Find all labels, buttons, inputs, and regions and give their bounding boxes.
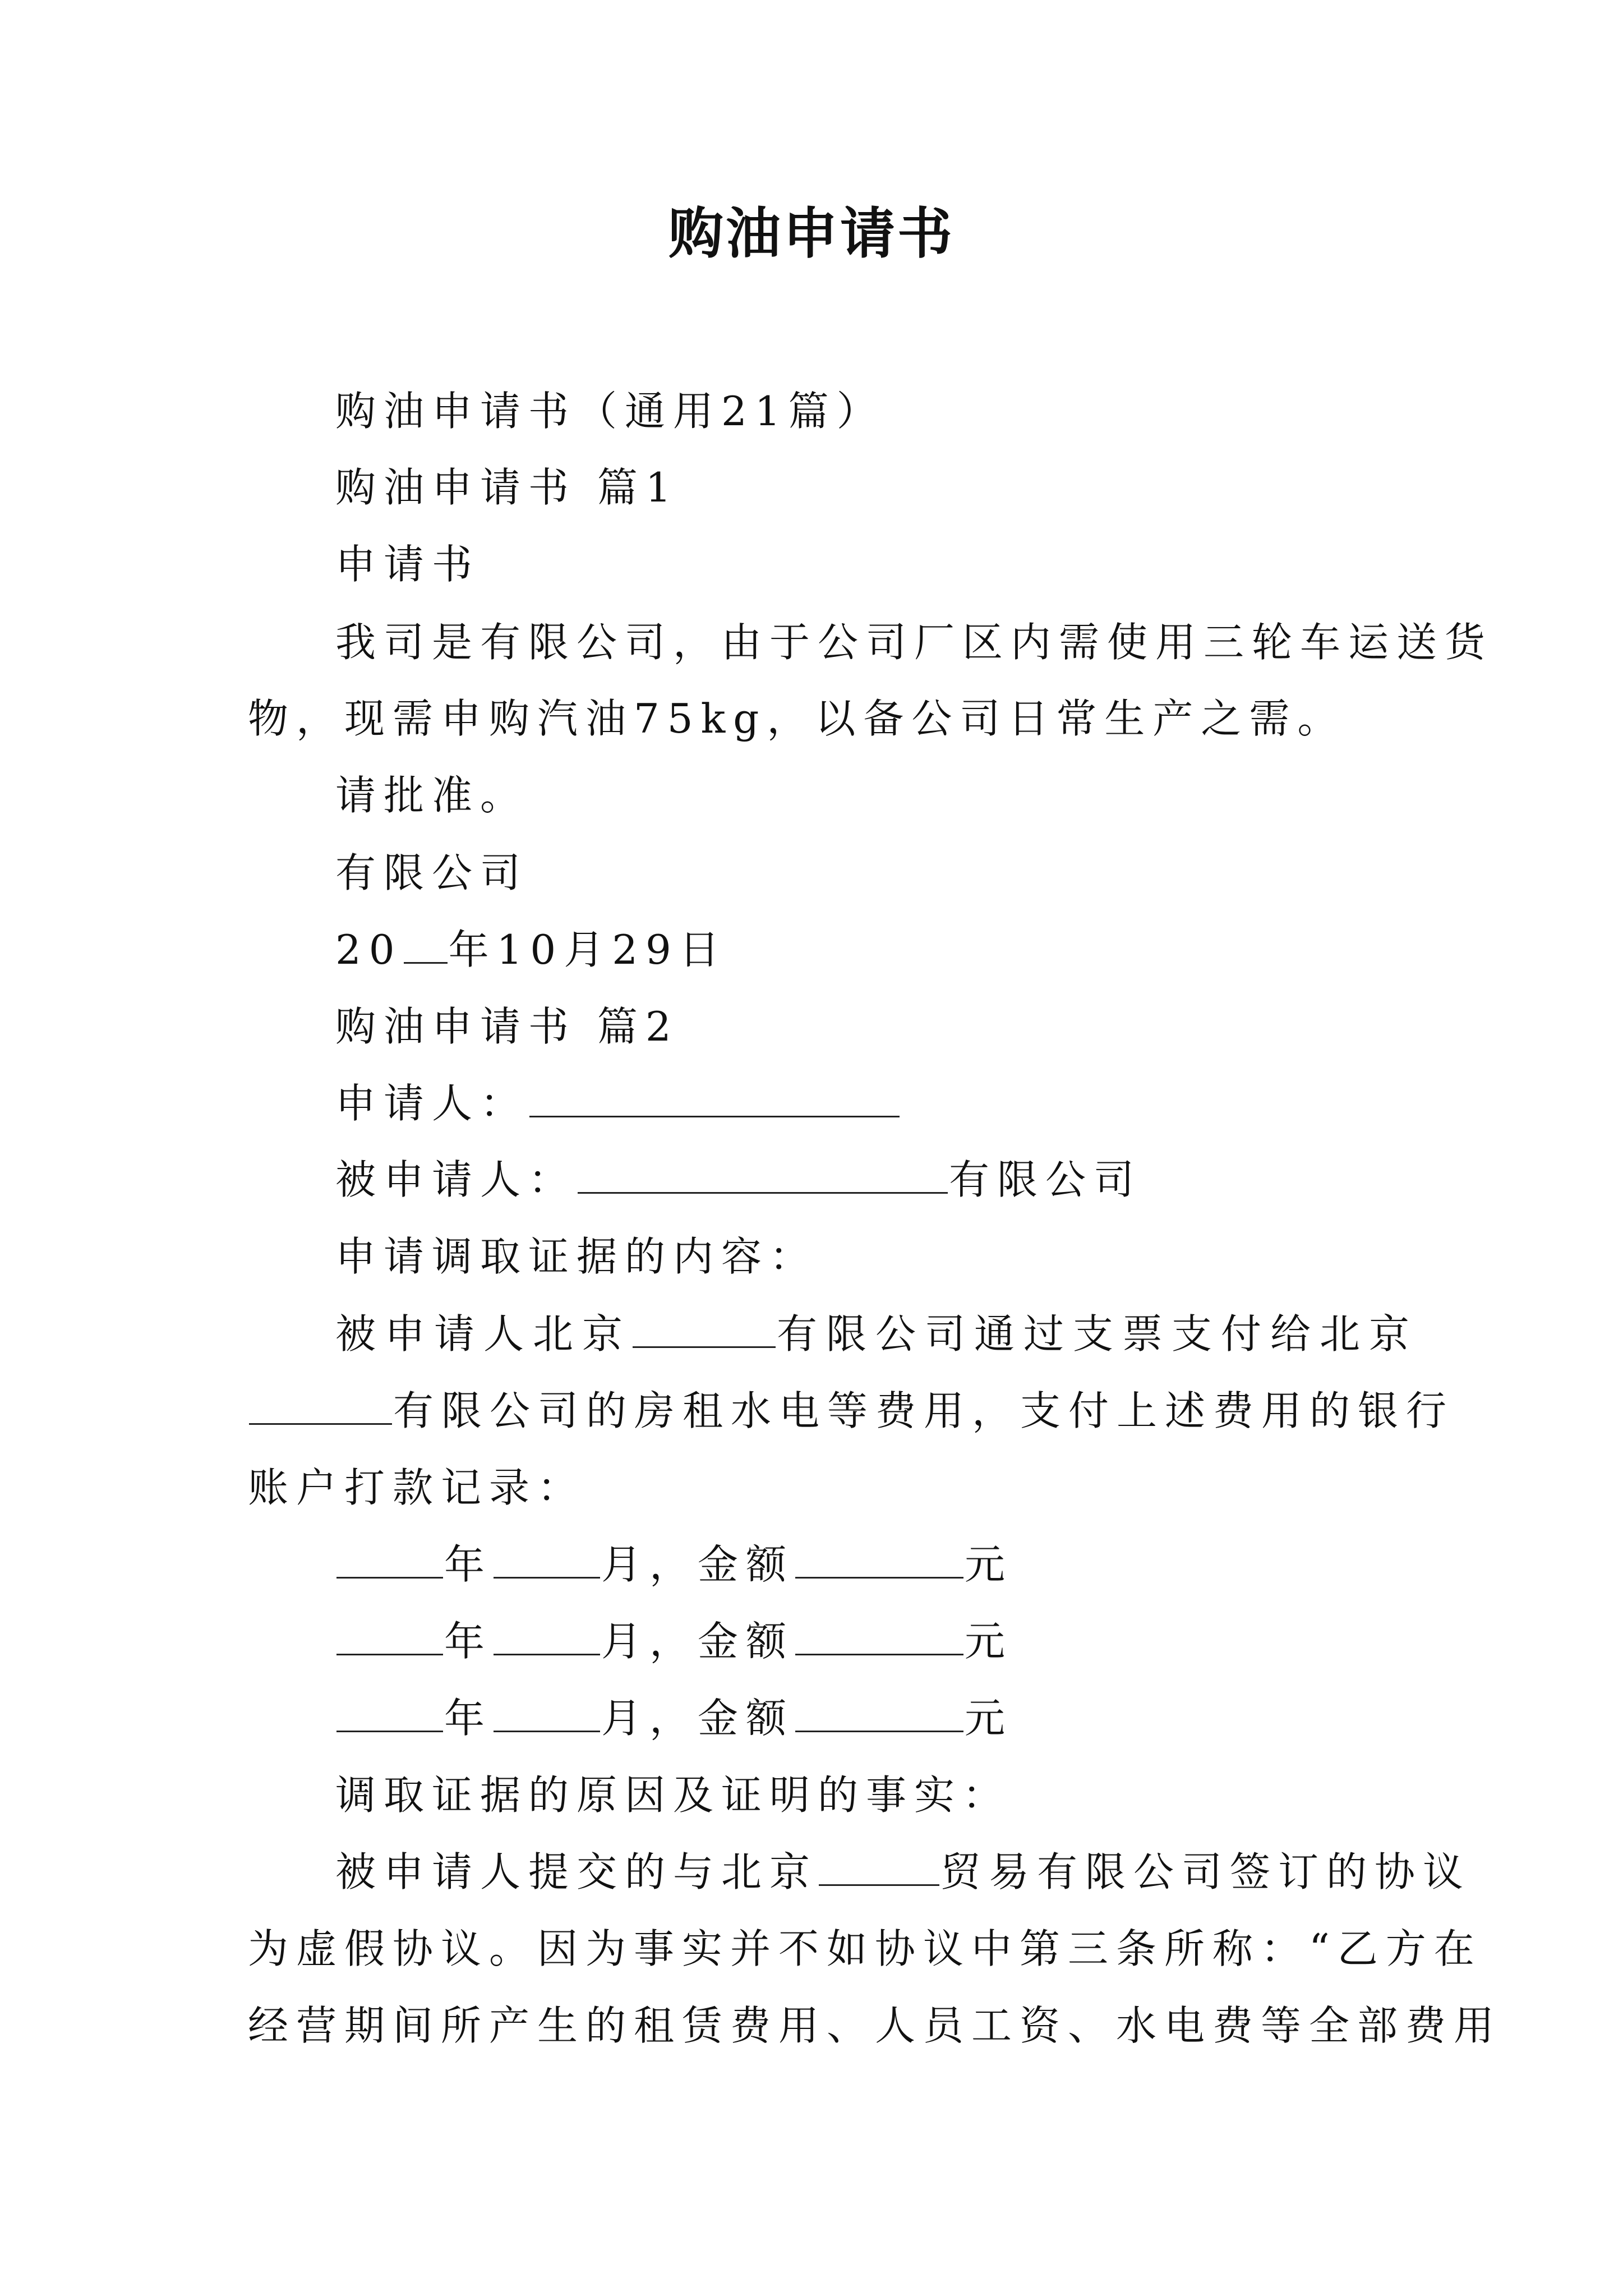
part1-body-line2: 物，现需申购汽油75kg，以备公司日常生产之需。 (248, 695, 1346, 742)
payment-amount-blank (795, 1540, 963, 1579)
payment-row (335, 1691, 1013, 1745)
payment-row (335, 1614, 1013, 1668)
reason-label: 调取证据的原因及证明的事实： (335, 1772, 1011, 1819)
payment-amount-blank (795, 1694, 963, 1732)
payment-year-label: 年 (444, 1618, 493, 1665)
reason-line2: 为虚假协议。因为事实并不如协议中第三条所称：“乙方在 (248, 1925, 1482, 1972)
part1-request: 请批准。 (335, 772, 529, 819)
payment-month-blank (494, 1540, 600, 1579)
evidence-b: 有限公司通过支票支付给北京 (777, 1310, 1419, 1358)
evidence-line3: 账户打款记录： (248, 1464, 586, 1511)
payment-year-label: 年 (444, 1695, 493, 1742)
payment-unit: 元 (965, 1618, 1013, 1665)
intro-line: 购油申请书（通用21篇） (335, 388, 885, 435)
date-suffix: 年10月29日 (448, 926, 727, 973)
year-blank (404, 925, 448, 964)
payment-month-blank (494, 1694, 600, 1732)
payment-unit: 元 (965, 1695, 1013, 1742)
reason-line3: 经营期间所产生的租赁费用、人员工资、水电费等全部费用 (248, 2002, 1502, 2049)
applicant-label: 申请人： (335, 1080, 529, 1127)
payment-month-blank (494, 1617, 600, 1655)
reason-line1 (335, 1845, 1471, 1899)
reason-a: 被申请人提交的与北京 (335, 1848, 818, 1895)
content-label: 申请调取证据的内容： (335, 1233, 818, 1280)
respondent-line (335, 1153, 1142, 1207)
evidence-line2 (248, 1384, 1454, 1438)
payment-year-label: 年 (444, 1541, 493, 1588)
evidence-blank-1 (633, 1309, 776, 1348)
payment-year-blank (336, 1694, 443, 1732)
part1-date (335, 923, 727, 977)
document-title: 购油申请书 (668, 202, 955, 266)
date-prefix: 20 (335, 926, 403, 973)
payment-amount-blank (795, 1617, 963, 1655)
evidence-a: 被申请人北京 (335, 1310, 632, 1358)
reason-blank (819, 1847, 939, 1886)
part1-company: 有限公司 (335, 849, 529, 896)
payment-row (335, 1538, 1013, 1591)
payment-month-label: 月，金额 (601, 1541, 795, 1588)
part1-subheading: 申请书 (335, 541, 481, 588)
part1-heading: 购油申请书 篇1 (335, 464, 679, 511)
respondent-blank (578, 1155, 948, 1194)
evidence-c: 有限公司的房租水电等费用，支付上述费用的银行 (393, 1387, 1455, 1434)
payment-unit: 元 (965, 1541, 1013, 1588)
respondent-suffix: 有限公司 (949, 1156, 1142, 1203)
evidence-line1 (335, 1307, 1418, 1361)
payment-month-label: 月，金额 (601, 1618, 795, 1665)
respondent-label: 被申请人： (335, 1156, 577, 1203)
payment-year-blank (336, 1540, 443, 1579)
evidence-blank-2 (249, 1386, 392, 1425)
applicant-line (335, 1076, 901, 1130)
payment-year-blank (336, 1617, 443, 1655)
part1-body-line1: 我司是有限公司，由于公司厂区内需使用三轮车运送货 (335, 619, 1493, 666)
part2-heading: 购油申请书 篇2 (335, 1003, 679, 1050)
applicant-blank (529, 1079, 900, 1117)
payment-month-label: 月，金额 (601, 1695, 795, 1742)
reason-b: 贸易有限公司签订的协议 (940, 1848, 1472, 1895)
